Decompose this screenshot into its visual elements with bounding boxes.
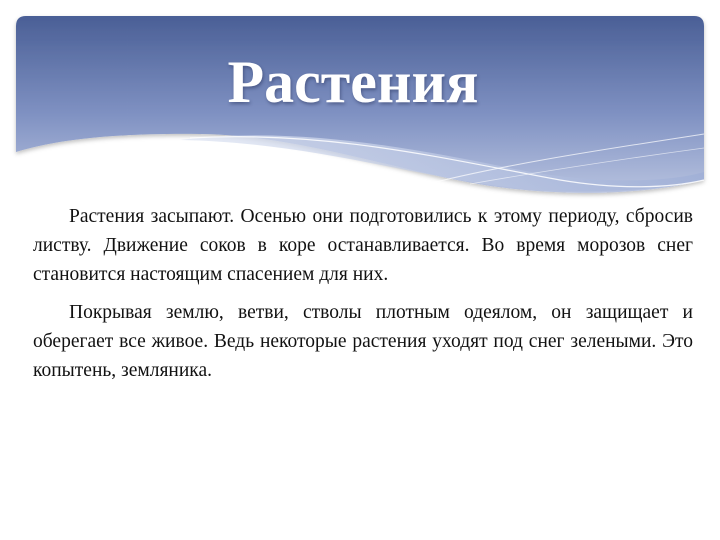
body-text [33,202,693,394]
slide-title: Растения [227,49,479,115]
paragraph-2: Покрывая землю, ветви, стволы плотным одеялом, он защищает и оберегает все живое. Ведь некоторые растения уходят под снег зелеными. Это копытень, земляника. [33,302,693,381]
paragraph-1: Растения засыпают. Осенью они подготовились к этому периоду, сбросив листву. Движение соков в коре останавливается. Во время морозов снег становится настоящим спасением для них. [33,206,693,285]
